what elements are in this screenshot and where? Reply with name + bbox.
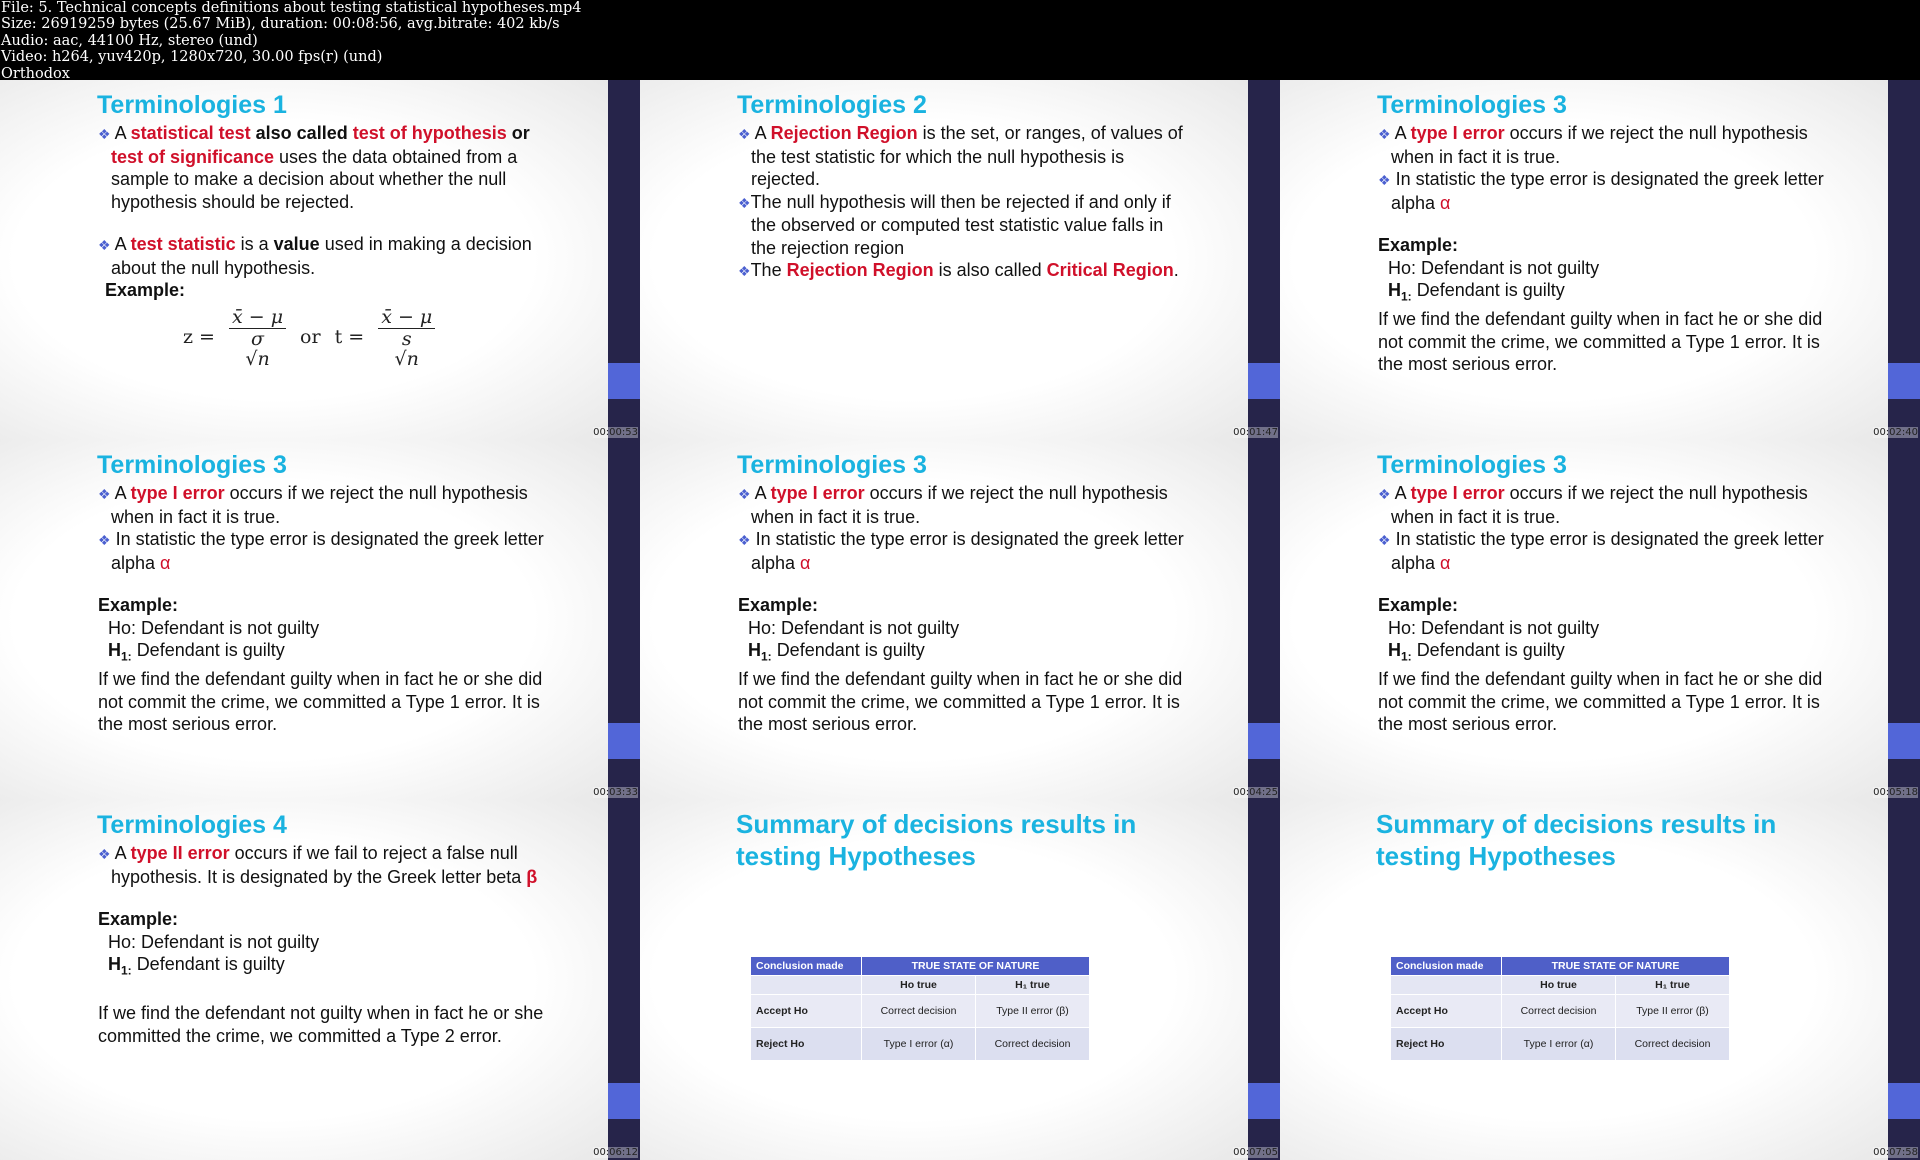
- decision-table: [750, 956, 1090, 1061]
- table-row: Accept Ho Correct decision Type II error (β): [1391, 995, 1730, 1028]
- timestamp: 00:06:12: [593, 1147, 638, 1158]
- alt-hypothesis: $H_{1:}$ Defendant is guilty: [108, 954, 285, 978]
- diamond-bullet-icon: ❖: [1378, 532, 1391, 548]
- table-row: Reject Ho Type I error (α) Correct decision: [1391, 1028, 1730, 1061]
- diamond-bullet-icon: ❖: [98, 126, 111, 142]
- sidebar-strip: [608, 80, 640, 440]
- thumbnail-9[interactable]: [1280, 800, 1920, 1160]
- thumbnail-8[interactable]: [640, 800, 1280, 1160]
- bullet-alpha: ❖ In statistic the type error is designated the greek letter alpha α: [738, 529, 1184, 573]
- slide-title: Terminologies 2: [737, 91, 927, 119]
- video-line: Video: h264, yuv420p, 1280x720, 30.00 fps(r) (und): [1, 49, 383, 66]
- bullet-statistical-test: ❖ A statistical test also called test of hypothesis or test of significance uses the data obtained from a sample to make a decision about whether the null hypothesis should be rejected.: [98, 123, 530, 212]
- null-hypothesis: Ho: Defendant is not guilty: [748, 617, 960, 638]
- header-conclusion: Conclusion made: [751, 957, 862, 976]
- diamond-bullet-icon: ❖: [1378, 172, 1391, 188]
- thumbnail-grid: [0, 80, 1920, 1160]
- slide-terminologies-3: [640, 440, 1248, 800]
- example-label: Example:: [1378, 235, 1459, 255]
- table-row: Accept Ho Correct decision Type II error (β): [751, 995, 1090, 1028]
- timestamp: 00:07:58: [1873, 1147, 1918, 1158]
- slide-title: Terminologies 3: [1377, 451, 1567, 479]
- subheader-h1: H₁ true: [976, 976, 1090, 995]
- diamond-bullet-icon: ❖: [1378, 126, 1391, 142]
- tool-line: Orthodox: [1, 65, 70, 80]
- slide-title: Summary of decisions results in testing Hypotheses: [1376, 809, 1777, 871]
- bullet-type-ii-error: ❖ A type II error occurs if we fail to reject a false null hypothesis. It is designated by the Greek letter beta β: [98, 843, 538, 887]
- table-row: Reject Ho Type I error (α) Correct decision: [751, 1028, 1090, 1061]
- alt-hypothesis: $H_{1:}$ Defendant is guilty: [1388, 640, 1565, 664]
- bullet-rejection-region: ❖ A Rejection Region is the set, or ranges, of values of the test statistic for which the null hypothesis is rejected.: [738, 123, 1183, 189]
- alt-hypothesis: $H_{1:}$ Defendant is guilty: [748, 640, 925, 664]
- bullet-type-i-error: ❖ A type I error occurs if we reject the null hypothesis when in fact it is true.: [98, 483, 528, 527]
- diamond-bullet-icon: ❖: [738, 194, 751, 211]
- sidebar-strip: [1888, 440, 1920, 800]
- file-line: File: 5. Technical concepts definitions about testing statistical hypotheses.mp4: [1, 0, 582, 16]
- bullet-alpha: ❖ In statistic the type error is designated the greek letter alpha α: [98, 529, 544, 573]
- bullet-test-statistic: ❖ A test statistic is a value used in making a decision about the null hypothesis.: [98, 234, 532, 278]
- alt-hypothesis: $H_{1:}$ Defendant is guilty: [1388, 280, 1565, 304]
- conclusion-text: If we find the defendant guilty when in fact he or she did not commit the crime, we committed a Type 1 error. It is the most serious error.: [98, 669, 543, 735]
- bullet-type-i-error: ❖ A type I error occurs if we reject the null hypothesis when in fact it is true.: [1378, 123, 1808, 167]
- sidebar-strip: [608, 800, 640, 1160]
- example-label: Example:: [98, 909, 179, 929]
- timestamp: 00:03:33: [593, 787, 638, 798]
- thumbnail-1[interactable]: [0, 80, 640, 440]
- slide-body: [738, 122, 1188, 283]
- thumbnail-2[interactable]: [640, 80, 1280, 440]
- timestamp: 00:04:25: [1233, 787, 1278, 798]
- diamond-bullet-icon: ❖: [738, 126, 751, 142]
- slide-title: Terminologies 3: [97, 451, 287, 479]
- null-hypothesis: Ho: Defendant is not guilty: [108, 931, 320, 952]
- slide-title: Terminologies 4: [97, 811, 287, 839]
- conclusion-text: If we find the defendant guilty when in fact he or she did not commit the crime, we committed a Type 1 error. It is the most serious error.: [1378, 309, 1823, 375]
- null-hypothesis: Ho: Defendant is not guilty: [1388, 617, 1600, 638]
- timestamp: 00:00:53: [593, 427, 638, 438]
- conclusion-text: If we find the defendant not guilty when in fact he or she committed the crime, we committed a Type 2 error.: [98, 1003, 544, 1046]
- slide-body: [98, 122, 548, 369]
- slide-body: [98, 842, 548, 1047]
- slide-terminologies-3: [1280, 80, 1888, 440]
- timestamp: 00:01:47: [1233, 427, 1278, 438]
- diamond-bullet-icon: ❖: [1378, 486, 1391, 502]
- sidebar-strip: [1248, 440, 1280, 800]
- slide-terminologies-2: [640, 80, 1248, 440]
- timestamp: 00:05:18: [1873, 787, 1918, 798]
- bullet-null-rejected: ❖The null hypothesis will then be rejected if and only if the observed or computed test statistic value falls in the rejection region: [738, 191, 1171, 258]
- slide-title: Terminologies 1: [97, 91, 287, 119]
- diamond-bullet-icon: ❖: [98, 237, 111, 253]
- thumbnail-4[interactable]: [0, 440, 640, 800]
- slide-summary: [1280, 800, 1888, 1160]
- null-hypothesis: Ho: Defendant is not guilty: [108, 617, 320, 638]
- diamond-bullet-icon: ❖: [738, 532, 751, 548]
- example-label: Example:: [105, 280, 186, 300]
- alt-hypothesis: $H_{1:}$ Defendant is guilty: [108, 640, 285, 664]
- bullet-type-i-error: ❖ A type I error occurs if we reject the null hypothesis when in fact it is true.: [738, 483, 1168, 527]
- slide-title: Terminologies 3: [737, 451, 927, 479]
- diamond-bullet-icon: ❖: [98, 532, 111, 548]
- bullet-type-i-error: ❖ A type I error occurs if we reject the null hypothesis when in fact it is true.: [1378, 483, 1808, 527]
- slide-title: Terminologies 3: [1377, 91, 1567, 119]
- header-nature: TRUE STATE OF NATURE: [1502, 957, 1730, 976]
- header-nature: TRUE STATE OF NATURE: [862, 957, 1090, 976]
- diamond-bullet-icon: ❖: [738, 486, 751, 502]
- sidebar-strip: [1888, 800, 1920, 1160]
- subheader-ho: Ho true: [1502, 976, 1616, 995]
- diamond-bullet-icon: ❖: [98, 486, 111, 502]
- header-conclusion: Conclusion made: [1391, 957, 1502, 976]
- file-info-header: [0, 0, 1920, 80]
- thumbnail-7[interactable]: [0, 800, 640, 1160]
- timestamp: 00:07:05: [1233, 1147, 1278, 1158]
- diamond-bullet-icon: ❖: [738, 263, 751, 279]
- slide-body: [98, 482, 548, 736]
- slide-terminologies-3: [0, 440, 608, 800]
- slide-body: [738, 482, 1188, 736]
- sidebar-strip: [608, 440, 640, 800]
- conclusion-text: If we find the defendant guilty when in fact he or she did not commit the crime, we committed a Type 1 error. It is the most serious error.: [738, 669, 1183, 735]
- sidebar-strip: [1248, 800, 1280, 1160]
- slide-body: [1378, 122, 1828, 376]
- thumbnail-6[interactable]: [1280, 440, 1920, 800]
- example-label: Example:: [98, 595, 179, 615]
- bullet-critical-region: ❖The Rejection Region is also called Critical Region.: [738, 260, 1179, 280]
- slide-body: [1378, 482, 1828, 736]
- conclusion-text: If we find the defendant guilty when in fact he or she did not commit the crime, we committed a Type 1 error. It is the most serious error.: [1378, 669, 1823, 735]
- slide-terminologies-3: [1280, 440, 1888, 800]
- example-label: Example:: [1378, 595, 1459, 615]
- size-line: Size: 26919259 bytes (25.67 MiB), duration: 00:08:56, avg.bitrate: 402 kb/s: [1, 16, 560, 33]
- timestamp: 00:02:40: [1873, 427, 1918, 438]
- null-hypothesis: Ho: Defendant is not guilty: [1388, 257, 1600, 278]
- slide-terminologies-4: [0, 800, 608, 1160]
- test-statistic-formula: z = x̄ − μ σ √n or t = x̄ − μ s √n: [183, 306, 548, 370]
- decision-table: [1390, 956, 1730, 1061]
- example-label: Example:: [738, 595, 819, 615]
- sidebar-strip: [1888, 80, 1920, 440]
- diamond-bullet-icon: ❖: [98, 846, 111, 862]
- subheader-h1: H₁ true: [1616, 976, 1730, 995]
- sidebar-strip: [1248, 80, 1280, 440]
- slide-terminologies-1: [0, 80, 608, 440]
- audio-line: Audio: aac, 44100 Hz, stereo (und): [1, 32, 258, 49]
- subheader-ho: Ho true: [862, 976, 976, 995]
- bullet-alpha: ❖ In statistic the type error is designated the greek letter alpha α: [1378, 529, 1824, 573]
- thumbnail-5[interactable]: [640, 440, 1280, 800]
- slide-title: Summary of decisions results in testing Hypotheses: [736, 809, 1137, 871]
- bullet-alpha: ❖ In statistic the type error is designated the greek letter alpha α: [1378, 169, 1824, 213]
- thumbnail-3[interactable]: [1280, 80, 1920, 440]
- slide-summary: [640, 800, 1248, 1160]
